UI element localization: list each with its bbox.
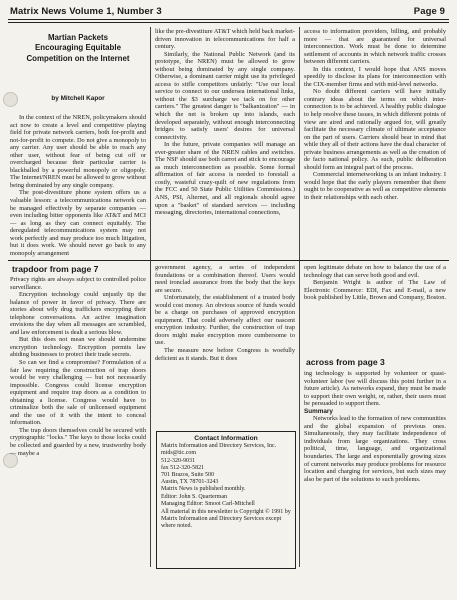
trapdoor-column-2 [155, 264, 295, 362]
contact-managing-editor: Managing Editor: Smoot Carl-Mitchell [161, 500, 255, 507]
newsletter-header-left: Matrix News Volume 1, Number 3 [10, 6, 162, 17]
article-title-line: Martian Packets [47, 33, 109, 42]
paragraph: In the context of the NREN, policymakers should act now to create a level and competitive playing field for private network carriers, both for-profit and not-for-profit to compete. Do not give a monopoly to any carrier. Any user should be able to reach any other user, without fear of being cut off or overcharged because their particular carrier is blackballed by a powerful monopoly or oligopoly. The Internet/NREN must be allowed to grow without being dominated by any single company. [10, 114, 146, 189]
article-title-line: Encouraging Equitable [35, 43, 121, 53]
paragraph: Privacy rights are always subject to controlled police surveillance. [10, 276, 146, 291]
contact-fax: fax 512-320-5821 [161, 464, 205, 471]
paragraph: In the future, private companies will manage an ever-greater share of the NREN cables and switches. The NSF should use both carrot and stick to encourage as much interconnection as possible. Some formal affirmation of fair access is needed to forestall a costly, wasteful crazy-quilt of new regulations from the FCC and 50 State Public Utilities Commissions.) ANS, PSI, Alternet, and all regionals should agree upon a "basket" of standard services — including messaging, directories, international connections, [155, 141, 295, 217]
contact-title: Contact Information [194, 435, 258, 442]
column-divider-1 [150, 27, 151, 567]
article-column-3 [304, 28, 446, 202]
contact-line: Matrix Information and Directory Services, Inc. [161, 443, 277, 450]
paragraph: like the pre-divestiture AT&T which held back market-driven innovation in telecommunications for half a century. [155, 28, 295, 51]
summary-heading: Summary [304, 407, 333, 415]
article-column-1 [10, 114, 146, 257]
paragraph: ing technology is supported by volunteer or quasi-volunteer labor (we will discuss this point further in a future article). As networks expand, they must be made to support their own weight, or, rather, their users must be persuaded to support them. [304, 370, 446, 408]
contact-phone: 512-320-9031 [161, 457, 195, 464]
paragraph: So can we find a compromise? Formulation of a fair law requiring the construction of trap doors would be very challenging — but not necessarily impossible. Congress could license encryption equipment and require trap doors as a condition to obtaining a license. Congress would have to criminalize both the sale of unlicensed equipment and the use of it with the intent to conceal information. [10, 359, 146, 427]
paragraph: The post-divestiture phone system offers us a valuable lesson: a telecommunications network can be managed effectively by separate companies — even including bitter opponents like AT&T and MCI — as long as they can connect equitably. The deregulated telecommunications system may not work perfectly and may produce too much litigation, but it does work. We should never go back to any monopoly arrangement [10, 189, 146, 257]
contact-line: Matrix News is published monthly. [161, 486, 246, 493]
article-byline [12, 95, 144, 102]
across-column [304, 370, 446, 483]
trapdoor-column-1 [10, 276, 146, 457]
paragraph: No doubt different carriers will have initially contrary ideas about the terms on which inter-connection is to be achieved. A healthy public dialogue to help resolve these issues, in which different points of view are aired and rationally argued for, will greatly facilitate the necessary climate of ultimate acceptance on the part of users. Carriers should bear in mind that while they all of their actions have the dual character of private business arrangements as well as the creation of de facto national policy. As such, public deliberation should form an integral part of the process. [304, 88, 446, 171]
contact-editor: Editor: John S. Quarterman [161, 493, 227, 500]
paragraph: access to information providers, billing, and probably more — that are guaranteed for universal interconnection. Work must be done to determine settlement of accounts in which network traffic crosses between different carriers. [304, 28, 446, 66]
contact-information-box [156, 431, 296, 569]
article-title-line: Competition on the Internet [26, 53, 130, 63]
contact-city: Austin, TX 78701-3243 [161, 479, 219, 486]
paragraph: The measure now before Congress is woefully deficient as it stands. But it does [155, 347, 295, 362]
paragraph: Similarly, the National Public Network (and its prototype, the NREN) must be allowed to grow without being dominated by any single company. Otherwise, a dominant carrier might use its privileged access to stifle competitors unfairly: "Use our local service to connect to our undersea international links, without the $3 surcharge we tack on for other carriers." The greatest danger is "balkanization" — in which the net is broken up into islands, each developed separately, without enough interconnecting bridges to satisfy users' desires for universal connectivity. [155, 50, 295, 141]
header-rule [8, 19, 449, 20]
paragraph: The trap doors themselves could be secured with cryptographic "locks." The keys to those locks could be collected and guarded by a new, trustworthy body — maybe a [10, 426, 146, 457]
contact-email: mids@tic.com [161, 450, 197, 457]
trapdoor-column-3 [304, 264, 446, 302]
section-rule [8, 260, 449, 261]
paragraph: government agency, a series of independent foundations or a combination thereof. Users would need ironclad assurance from the body that the keys are secure. [155, 264, 295, 294]
column-divider-2 [299, 27, 300, 567]
contact-address: 701 Brazos, Suite 500 [161, 472, 214, 479]
paragraph: Benjamin Wright is author of The Law of Electronic Commerce: EDI, Fax and E-mail, a new book published by Little, Brown and Company, Boston. [304, 279, 446, 302]
trapdoor-heading: trapdoor from page 7 [12, 264, 99, 274]
paragraph: In this context, I would hope that ANS moves speedily to disclose its plans for interconnection with the CIX-member firms and with mid-level networks. [304, 65, 446, 88]
paragraph: open legitimate debate on how to balance the use of a technology that can serve both good and evil. [304, 264, 446, 279]
paragraph: Networks lead to the formation of new communities and the global expansion of previous ones. Simultaneously, they may facilitate independence of individuals from large organizations. They cross political, time, language, and organizational boundaries. The large and exponentially growing sizes of current networks may produce problems for resource location and charging for services, but such sizes may also be part of the solutions to such problems. [304, 415, 446, 483]
byline-name: Mitchell Kapor [60, 95, 105, 102]
paragraph: Encryption technology could unjustly tip the balance of power in favor of privacy. There are stories about wily drug traffickers encrypting their telephone conversations. An active imagination envisions the day when all messages are scrambled, and law enforcement is dealt a serious blow. [10, 291, 146, 336]
paragraph: Unfortunately, the establishment of a trusted body would cost money. An obvious source of funds would be a charge on purchases of approved encryption equipment. That could adversely affect our nascent encryption industry. Further, the construction of trap doors might make encryption more cumbersome to use. [155, 294, 295, 347]
across-heading: across from page 3 [306, 357, 385, 367]
article-title [12, 33, 144, 64]
byline-by: by [51, 95, 59, 102]
header-rule-thin [8, 22, 449, 23]
page-number: Page 9 [413, 6, 445, 17]
paragraph: Commercial internetworking is an infant industry. I would hope that the early players remember that there ought to be cooperative as well as competitive elements in their relationships with each other. [304, 171, 446, 202]
paragraph: But this does not mean we should undermine encryption technology. Encryption permits law abiding businesses to protect their trade secrets. [10, 336, 146, 359]
copyright-notice: All material in this newsletter is Copyright © 1991 by Matrix Information and Directory Services except where noted. [161, 509, 291, 530]
article-column-2 [155, 28, 295, 217]
